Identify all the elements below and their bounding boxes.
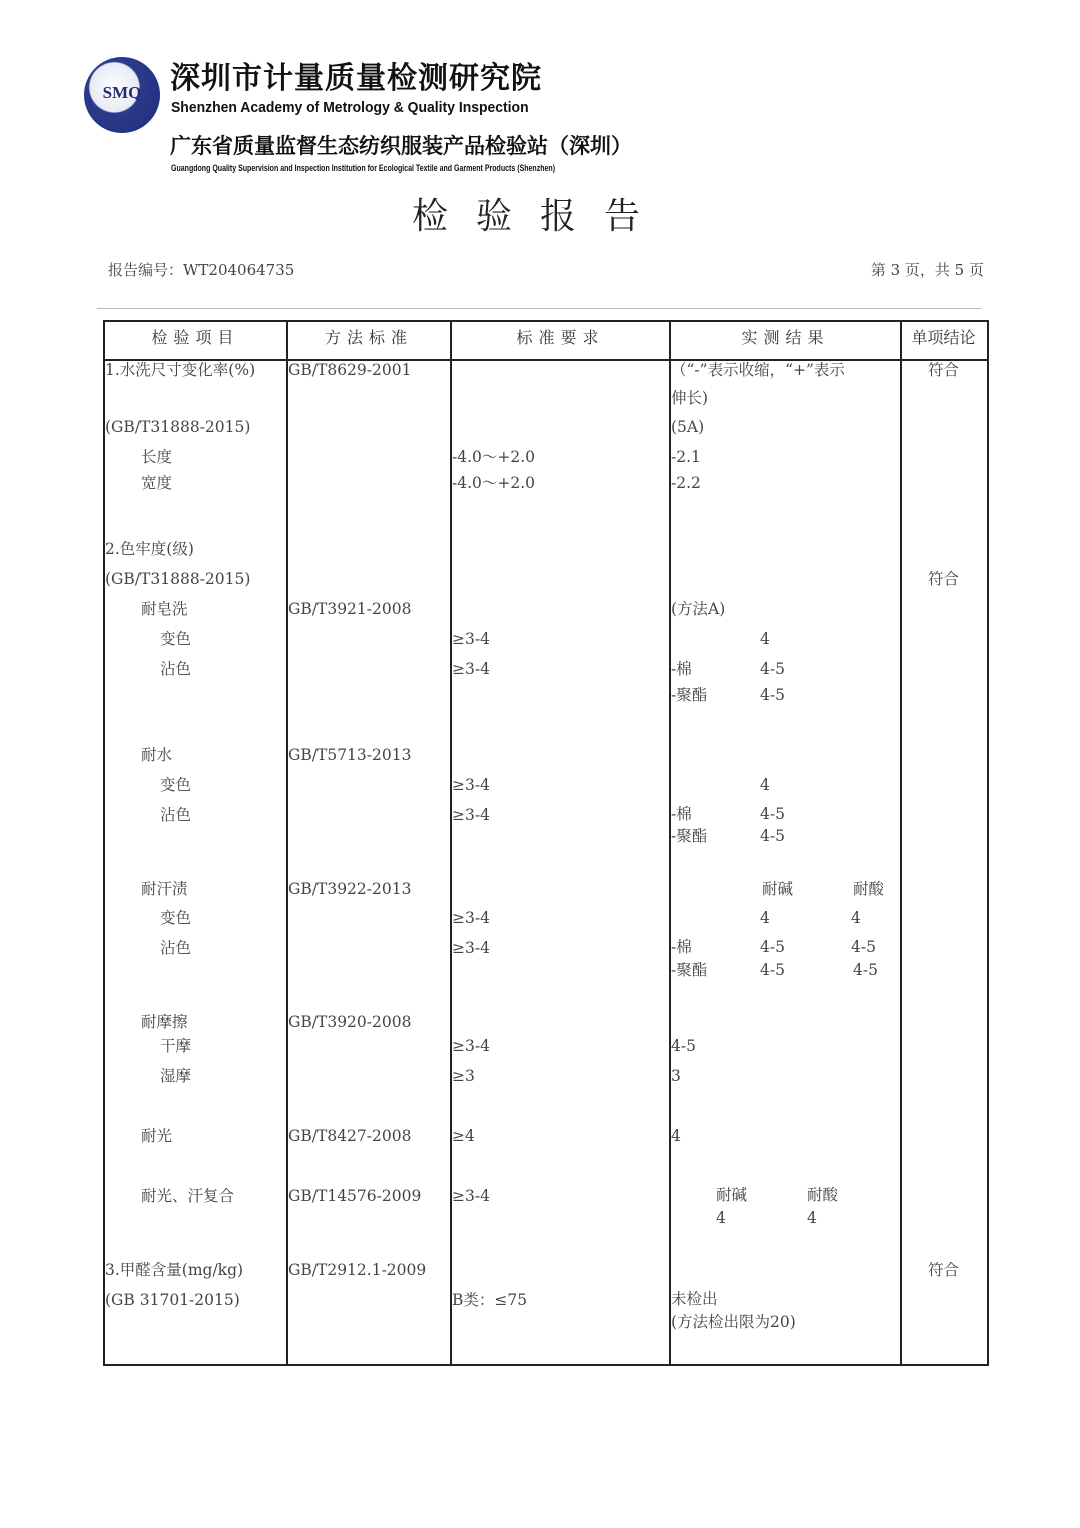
- result-cell: 4-5: [760, 686, 785, 704]
- column-header-requirement: 标准要求: [516, 328, 605, 347]
- result-cell: (5A): [671, 418, 705, 436]
- item-cell: 3.甲醛含量(mg/kg): [105, 1261, 244, 1279]
- result-cell: 3: [671, 1067, 681, 1085]
- item-cell: 变色: [160, 630, 192, 648]
- item-cell: (GB/T31888-2015): [105, 418, 251, 436]
- page-info: 第 3 页，共 5 页: [870, 261, 984, 279]
- result-cell: 4: [760, 630, 770, 648]
- station-name-en: Guangdong Quality Supervision and Inspection Institution for Ecological Textile and Garment Products (Shenzhen): [171, 163, 556, 173]
- result-cell: 4-5: [760, 827, 785, 845]
- result-cell: 4-5: [760, 805, 785, 823]
- item-cell: 沾色: [160, 806, 192, 824]
- requirement-cell: B类：≤75: [452, 1291, 528, 1309]
- conclusion-cell: 符合: [927, 570, 959, 588]
- item-cell: 2.色牢度(级): [105, 540, 194, 558]
- result-cell: 4-5: [853, 961, 878, 979]
- result-cell: -2.1: [671, 448, 701, 466]
- result-cell: （“-”表示收缩，“+”表示: [671, 361, 845, 379]
- logo-text: SMQ: [102, 83, 142, 102]
- column-divider: [286, 322, 288, 1364]
- result-cell: 4-5: [760, 961, 785, 979]
- page-title: 检验报告: [411, 196, 668, 237]
- station-name-cn: 广东省质量监督生态纺织服装产品检验站（深圳）: [170, 134, 632, 158]
- result-cell: (方法A): [671, 600, 726, 618]
- method-cell: GB/T3920-2008: [288, 1013, 412, 1031]
- result-cell: 4: [760, 776, 770, 794]
- inspection-table: [103, 320, 989, 1366]
- item-cell: (GB/T31888-2015): [105, 570, 251, 588]
- item-cell: 湿摩: [160, 1067, 192, 1085]
- item-cell: 耐水: [141, 746, 173, 764]
- requirement-cell: ≥3-4: [452, 806, 490, 824]
- result-cell: 4: [851, 909, 861, 927]
- item-cell: 耐皂洗: [141, 600, 188, 618]
- method-cell: GB/T3922-2013: [288, 880, 412, 898]
- column-header-result: 实测结果: [741, 328, 830, 347]
- report-number: 报告编号：WT204064735: [108, 261, 295, 279]
- item-cell: 宽度: [141, 474, 173, 492]
- item-cell: 1.水洗尺寸变化率(%): [105, 361, 256, 379]
- requirement-cell: ≥3-4: [452, 630, 490, 648]
- result-cell: 4: [716, 1209, 726, 1227]
- requirement-cell: ≥3-4: [452, 1037, 490, 1055]
- method-cell: GB/T3921-2008: [288, 600, 412, 618]
- item-cell: 耐光、汗复合: [141, 1187, 235, 1205]
- item-cell: 沾色: [160, 939, 192, 957]
- result-cell: -聚酯: [671, 686, 708, 704]
- item-cell: (GB 31701-2015): [105, 1291, 240, 1309]
- result-cell: 耐酸: [807, 1186, 839, 1204]
- item-cell: 长度: [141, 448, 173, 466]
- method-cell: GB/T5713-2013: [288, 746, 412, 764]
- divider: [97, 308, 982, 309]
- item-cell: 耐汗渍: [141, 880, 188, 898]
- result-cell: -聚酯: [671, 961, 708, 979]
- result-cell: 未检出: [671, 1290, 718, 1308]
- column-header-method: 方法标准: [324, 328, 413, 347]
- result-cell: 耐碱: [762, 880, 794, 898]
- requirement-cell: ≥3: [452, 1067, 475, 1085]
- result-cell: 4: [760, 909, 770, 927]
- conclusion-cell: 符合: [927, 361, 959, 379]
- column-header-conclusion: 单项结论: [911, 328, 976, 347]
- result-cell: 耐碱: [716, 1186, 748, 1204]
- result-cell: -2.2: [671, 474, 701, 492]
- requirement-cell: -4.0～+2.0: [452, 474, 536, 492]
- result-cell: 伸长): [671, 389, 709, 407]
- requirement-cell: ≥3-4: [452, 776, 490, 794]
- result-cell: 4: [671, 1127, 681, 1145]
- method-cell: GB/T14576-2009: [288, 1187, 422, 1205]
- org-name-cn: 深圳市计量质量检测研究院: [170, 61, 542, 96]
- result-cell: -棉: [671, 805, 692, 823]
- result-cell: 4-5: [760, 660, 785, 678]
- column-divider: [900, 322, 902, 1364]
- smq-logo: [84, 57, 160, 133]
- result-cell: 4: [807, 1209, 817, 1227]
- org-name-en: Shenzhen Academy of Metrology & Quality Inspection: [171, 99, 529, 116]
- requirement-cell: ≥3-4: [452, 939, 490, 957]
- item-cell: 耐光: [141, 1127, 173, 1145]
- method-cell: GB/T8427-2008: [288, 1127, 412, 1145]
- item-cell: 变色: [160, 909, 192, 927]
- item-cell: 干摩: [160, 1037, 192, 1055]
- result-cell: (方法检出限为20): [671, 1313, 796, 1331]
- method-cell: GB/T8629-2001: [288, 361, 412, 379]
- requirement-cell: ≥4: [452, 1127, 475, 1145]
- requirement-cell: -4.0～+2.0: [452, 448, 536, 466]
- requirement-cell: ≥3-4: [452, 1187, 490, 1205]
- result-cell: 4-5: [851, 938, 876, 956]
- conclusion-cell: 符合: [927, 1261, 959, 1279]
- result-cell: 耐酸: [853, 880, 885, 898]
- item-cell: 变色: [160, 776, 192, 794]
- column-header-item: 检验项目: [151, 328, 240, 347]
- result-cell: 4-5: [671, 1037, 696, 1055]
- item-cell: 沾色: [160, 660, 192, 678]
- result-cell: -棉: [671, 660, 692, 678]
- item-cell: 耐摩擦: [141, 1013, 188, 1031]
- method-cell: GB/T2912.1-2009: [288, 1261, 427, 1279]
- requirement-cell: ≥3-4: [452, 909, 490, 927]
- result-cell: -棉: [671, 938, 692, 956]
- result-cell: -聚酯: [671, 827, 708, 845]
- result-cell: 4-5: [760, 938, 785, 956]
- requirement-cell: ≥3-4: [452, 660, 490, 678]
